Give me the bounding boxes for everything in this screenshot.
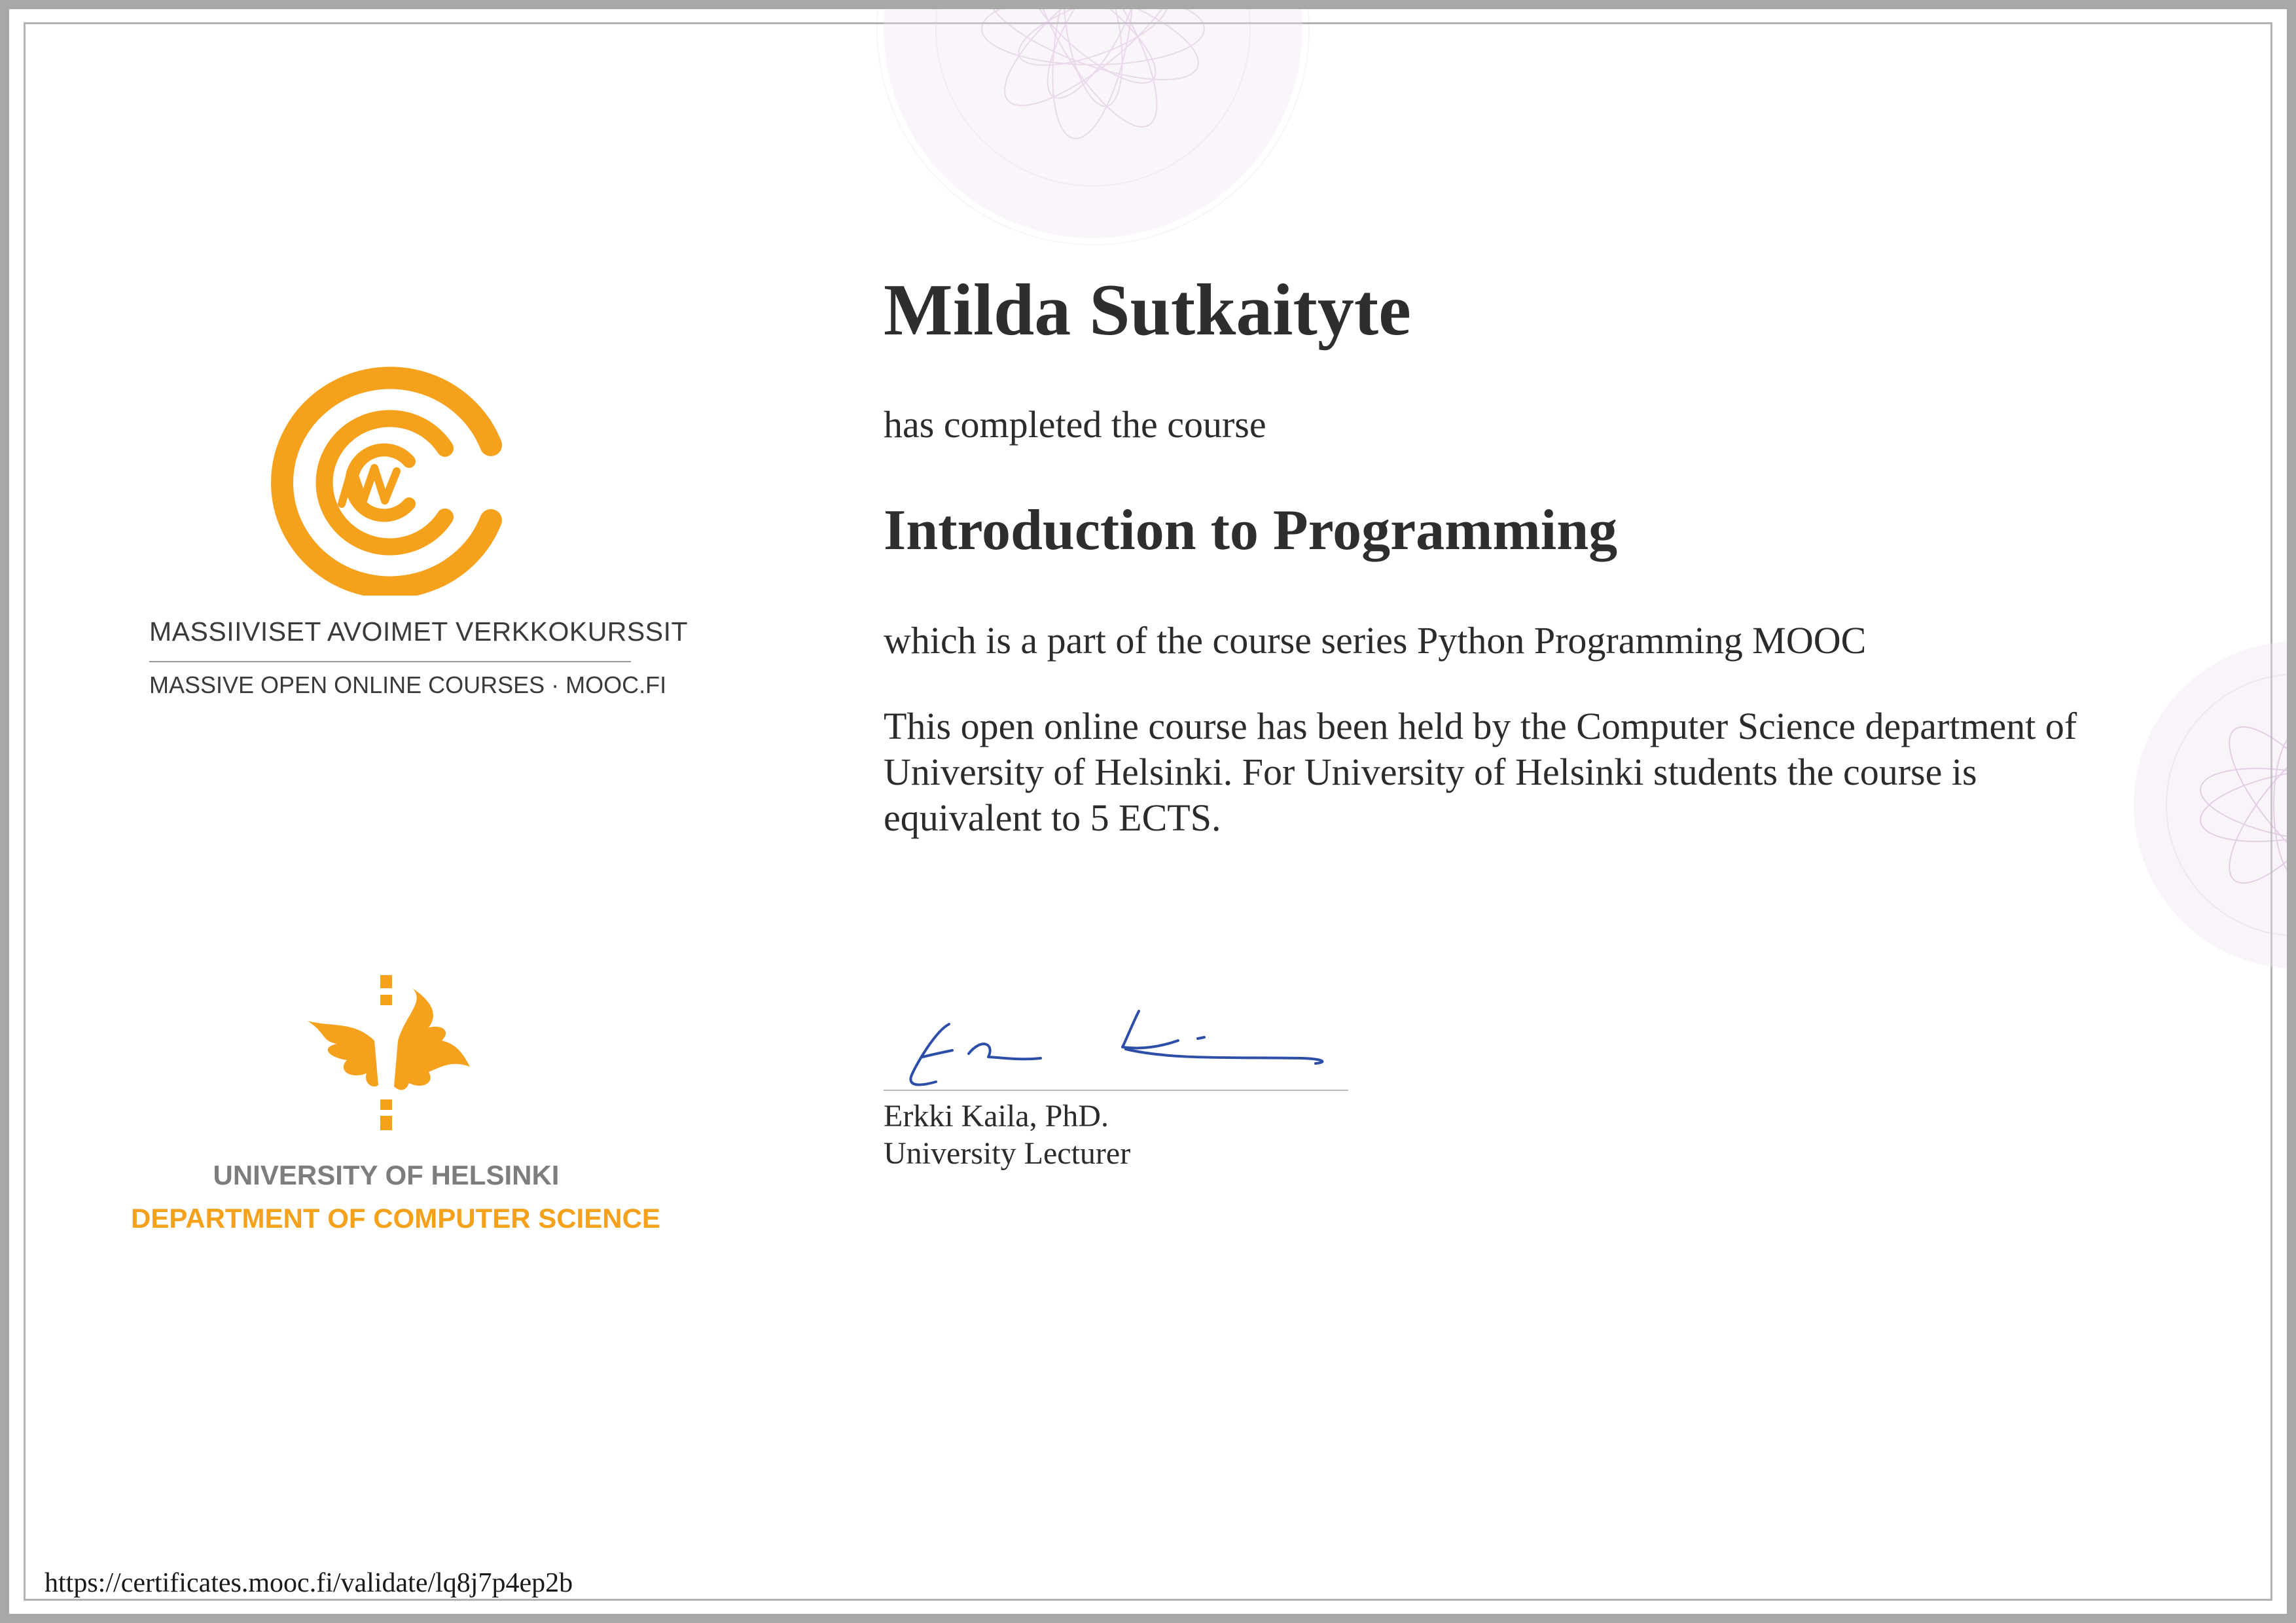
university-of-helsinki-flame-icon: [301, 975, 471, 1132]
mooc-logo-icon: [268, 366, 511, 596]
department-name: DEPARTMENT OF COMPUTER SCIENCE: [131, 1203, 660, 1234]
guilloche-rosette-top: [844, 9, 1342, 271]
course-description: This open online course has been held by the Computer Science department of University of Helsinki. For University of Helsinki students the course is equivalent to 5 ECTS.: [884, 705, 2077, 839]
university-name: UNIVERSITY OF HELSINKI: [213, 1160, 560, 1190]
signature-line: [884, 1090, 1348, 1091]
course-series-statement: which is a part of the course series Python Programming MOOC: [884, 619, 1867, 662]
course-title: Introduction to Programming: [884, 499, 1618, 562]
completed-statement: has completed the course: [884, 403, 1266, 446]
mooc-logo-divider: [149, 661, 631, 662]
signer-name: Erkki Kaila, PhD.: [884, 1099, 1109, 1133]
signer-title: University Lecturer: [884, 1136, 1131, 1171]
recipient-name: Milda Sutkaityte: [884, 270, 1411, 351]
guilloche-rosette-right: [2134, 589, 2287, 1021]
mooc-logo-line1: MASSIIVISET AVOIMET VERKKOKURSSIT: [149, 616, 689, 647]
signature-image: [897, 998, 1355, 1096]
mooc-logo-line2: MASSIVE OPEN ONLINE COURSES · MOOC.FI: [149, 671, 667, 698]
validation-url[interactable]: https://certificates.mooc.fi/validate/lq8j7p4ep2b: [45, 1568, 573, 1598]
